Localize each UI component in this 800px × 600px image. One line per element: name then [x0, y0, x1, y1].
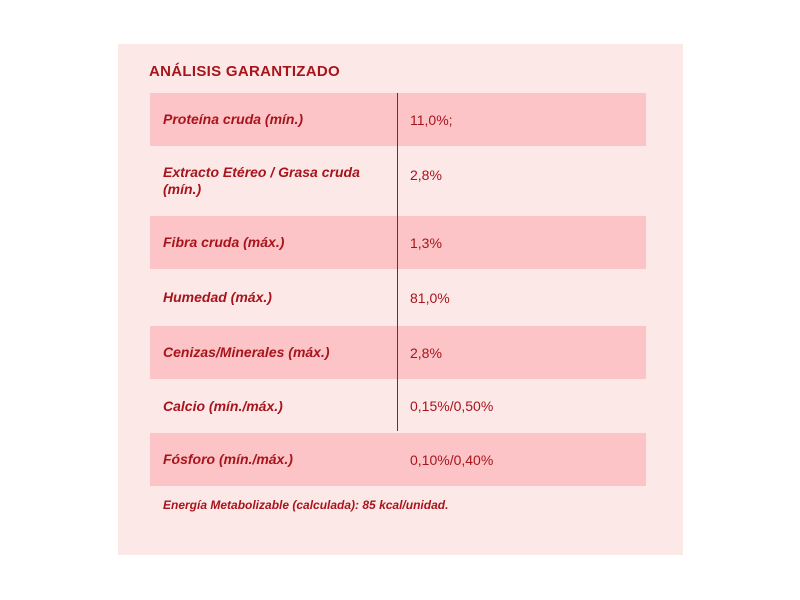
row-value: 1,3%: [410, 234, 442, 251]
row-label: Calcio (mín./máx.): [163, 397, 283, 414]
table-row: [150, 216, 646, 269]
row-value: 0,10%/0,40%: [410, 451, 494, 468]
row-value: 11,0%;: [410, 111, 453, 128]
row-label: Extracto Etéreo / Grasa cruda (mín.): [163, 164, 360, 197]
row-value: 81,0%: [410, 289, 450, 306]
row-value: 2,8%: [410, 344, 442, 361]
table-row: [150, 269, 646, 326]
row-label: Fósforo (mín./máx.): [163, 451, 293, 467]
table-row: [150, 93, 646, 146]
table-row: [150, 433, 646, 486]
column-divider: [397, 93, 398, 431]
row-value: 2,8%: [410, 167, 442, 183]
row-label: Cenizas/Minerales (máx.): [163, 344, 330, 360]
analysis-table: [150, 93, 646, 486]
table-row: [150, 326, 646, 379]
row-value: 0,15%/0,50%: [410, 398, 494, 414]
table-row: [150, 146, 646, 216]
row-label: Fibra cruda (máx.): [163, 234, 285, 250]
row-label: Proteína cruda (mín.): [163, 111, 304, 127]
table-title: ANÁLISIS GARANTIZADO: [149, 63, 340, 80]
table-row: [150, 379, 646, 433]
energy-note: Energía Metabolizable (calculada): 85 kcal/unidad.: [163, 498, 449, 512]
row-label: Humedad (máx.): [163, 289, 272, 305]
